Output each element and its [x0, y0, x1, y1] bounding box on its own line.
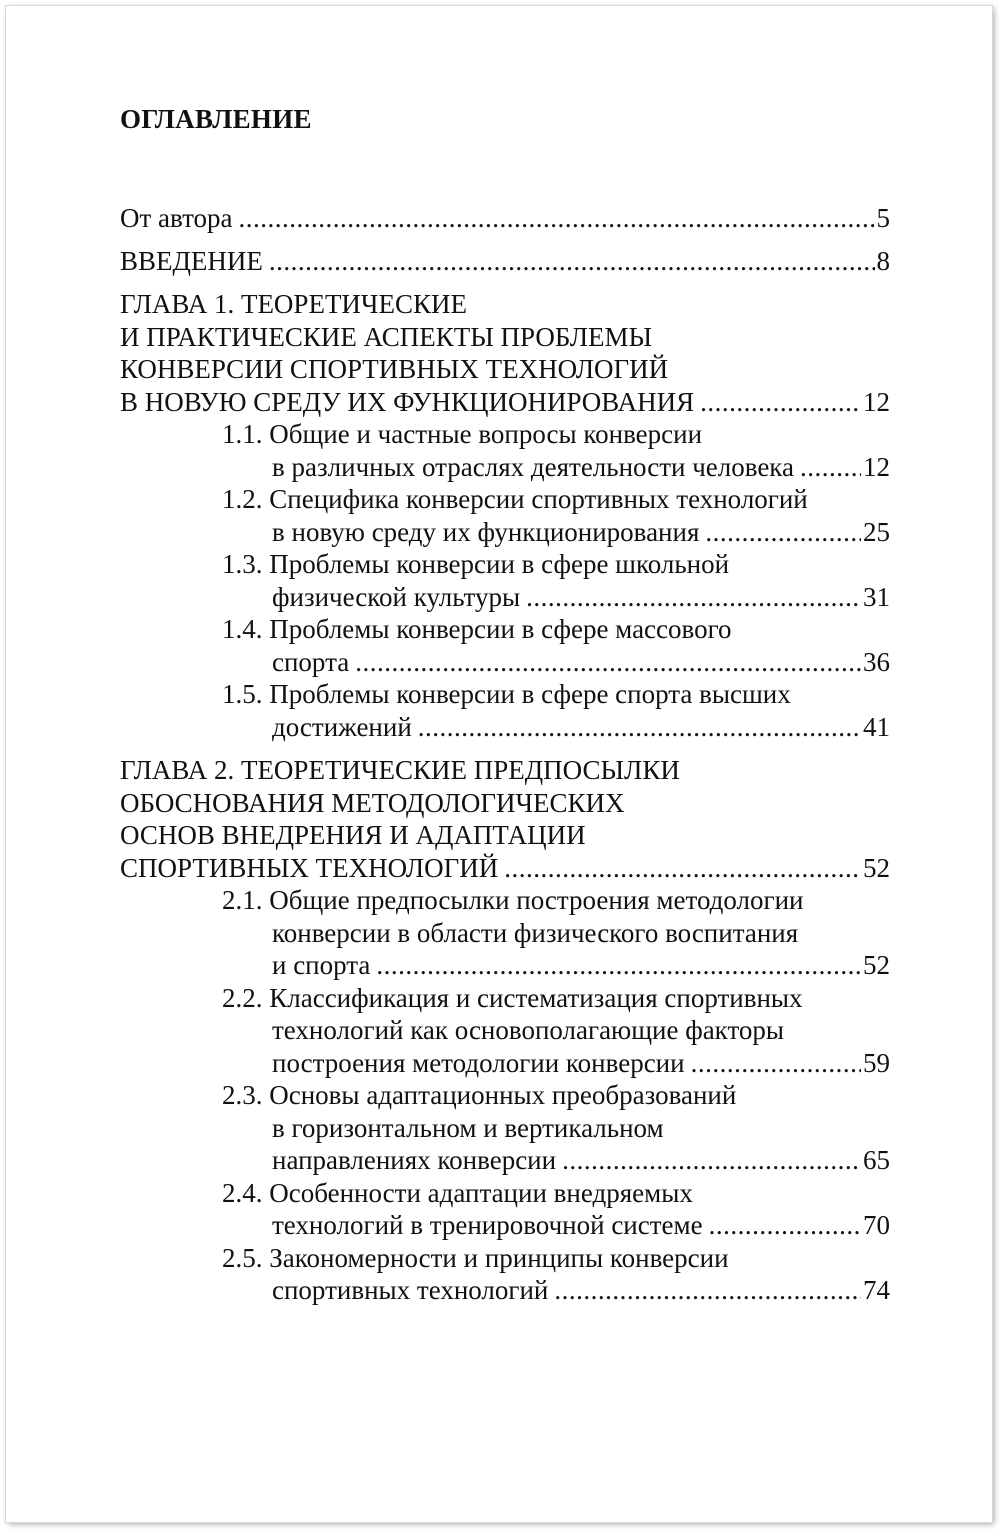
toc-entry	[120, 483, 890, 548]
dot-leader	[239, 202, 875, 235]
toc-entry	[120, 288, 890, 418]
toc-entry-text: СПОРТИВНЫХ ТЕХНОЛОГИЙ	[120, 852, 499, 883]
toc-entry-text: 1.3. Проблемы конверсии в сфере школьной	[222, 549, 730, 579]
toc-entry	[120, 678, 890, 743]
toc-entry-text: физической культуры	[272, 581, 521, 612]
toc-entry-line	[222, 1242, 890, 1275]
dot-leader	[504, 852, 861, 885]
toc-entry-line	[222, 581, 890, 614]
toc-entry-line	[120, 754, 890, 787]
toc-page-number: 70	[863, 1210, 890, 1240]
toc-page-number: 59	[863, 1047, 890, 1078]
dot-leader	[705, 516, 861, 549]
toc-entry	[120, 202, 890, 235]
toc-entry-text: 2.2. Классификация и систематизация спортивных	[222, 982, 803, 1013]
dot-leader	[355, 646, 861, 679]
toc-page-number: 12	[863, 386, 890, 417]
toc-entry-line	[120, 202, 890, 235]
toc-entry-line	[222, 1079, 890, 1112]
toc-entry-text: 2.1. Общие предпосылки построения методологии	[222, 885, 804, 915]
toc-entry	[120, 548, 890, 613]
toc-page-number: 25	[863, 516, 890, 547]
toc-entry-text: построения методологии конверсии	[272, 1047, 685, 1078]
toc-entry-line	[222, 917, 890, 950]
dot-leader	[526, 581, 861, 614]
toc-entry-line	[222, 1177, 890, 1210]
toc-entry-text: ОСНОВ ВНЕДРЕНИЯ И АДАПТАЦИИ	[120, 820, 586, 850]
toc-entry-line	[222, 949, 890, 982]
toc-entry-text: направлениях конверсии	[272, 1145, 557, 1175]
toc-entry-line	[222, 1144, 890, 1177]
toc-entry-line	[120, 819, 890, 852]
toc-entry-text: 1.2. Специфика конверсии спортивных технологий	[222, 484, 808, 514]
toc-entry-line	[222, 646, 890, 679]
toc-page-number: 12	[863, 451, 890, 482]
dot-leader	[700, 386, 861, 419]
toc-entry-line	[222, 1274, 890, 1307]
toc-page-number: 65	[863, 1145, 890, 1175]
toc-entry-text: 1.4. Проблемы конверсии в сфере массового	[222, 614, 732, 644]
toc-entry-line	[222, 884, 890, 917]
toc-entry-text: И ПРАКТИЧЕСКИЕ АСПЕКТЫ ПРОБЛЕМЫ	[120, 321, 653, 352]
toc-entry-line	[222, 613, 890, 646]
toc-entry	[120, 884, 890, 982]
toc-entry-line	[120, 245, 890, 278]
toc-entry-text: спорта	[272, 646, 350, 677]
toc-entry-text: 2.3. Основы адаптационных преобразований	[222, 1080, 737, 1110]
toc-entry-text: спортивных технологий	[272, 1275, 549, 1305]
toc-entry-text: 1.5. Проблемы конверсии в сфере спорта высших	[222, 679, 791, 709]
toc-entry-text: 1.1. Общие и частные вопросы конверсии	[222, 419, 703, 449]
toc-entry	[120, 754, 890, 884]
toc-entry	[120, 1079, 890, 1177]
toc-entry	[120, 245, 890, 278]
toc-entry	[120, 1242, 890, 1307]
toc-entry	[120, 418, 890, 483]
toc-entry-line	[120, 787, 890, 820]
toc-entry-line	[222, 982, 890, 1015]
toc-entry-text: ОБОСНОВАНИЯ МЕТОДОЛОГИЧЕСКИХ	[120, 787, 625, 818]
toc-entry	[120, 613, 890, 678]
toc-entry	[120, 982, 890, 1080]
dot-leader	[691, 1047, 861, 1080]
toc-entry-line	[120, 353, 890, 386]
toc-entry-line	[120, 288, 890, 321]
dot-leader	[800, 451, 861, 484]
toc-entry-text: достижений	[272, 711, 412, 742]
toc-entry-text: 2.5. Закономерности и принципы конверсии	[222, 1242, 729, 1273]
toc-entry-line	[222, 1014, 890, 1047]
toc-page-number: 74	[863, 1275, 890, 1305]
dot-leader	[554, 1274, 861, 1307]
toc-entry-text: в горизонтальном и вертикальном	[272, 1112, 664, 1143]
toc-entry-line	[120, 386, 890, 419]
toc-heading: ОГЛАВЛЕНИЕ	[120, 104, 312, 134]
toc-entry-line	[222, 418, 890, 451]
toc-entry-line	[222, 516, 890, 549]
dot-leader	[562, 1144, 861, 1177]
toc-page-number: 52	[863, 950, 890, 980]
dot-leader	[376, 949, 861, 982]
toc-entry-text: технологий как основополагающие факторы	[272, 1015, 785, 1045]
toc-entry-text: В НОВУЮ СРЕДУ ИХ ФУНКЦИОНИРОВАНИЯ	[120, 386, 695, 417]
toc-entry-line	[222, 711, 890, 744]
toc-entry-line	[222, 483, 890, 516]
toc-page-number: 41	[863, 711, 890, 742]
toc-entry	[120, 1177, 890, 1242]
toc-page-number: 31	[863, 581, 890, 612]
toc-entry-line	[222, 451, 890, 484]
toc-entry-line	[120, 321, 890, 354]
dot-leader	[418, 711, 861, 744]
toc-entry-text: конверсии в области физического воспитания	[272, 917, 799, 948]
toc-page-number: 8	[876, 245, 890, 276]
toc-page-number: 36	[863, 646, 890, 677]
toc-entry-line	[222, 678, 890, 711]
toc-entry-line	[222, 1209, 890, 1242]
toc-entry-text: ГЛАВА 1. ТЕОРЕТИЧЕСКИЕ	[120, 289, 467, 319]
toc-entry-text: в различных отраслях деятельности человека	[272, 451, 794, 482]
toc-entry-line	[222, 1047, 890, 1080]
toc-entry-text: в новую среду их функционирования	[272, 516, 700, 547]
toc-entry-line	[222, 1112, 890, 1145]
toc-entry-text: и спорта	[272, 950, 371, 980]
toc-entry-text: От автора	[120, 203, 233, 233]
toc-entry-text: ГЛАВА 2. ТЕОРЕТИЧЕСКИЕ ПРЕДПОСЫЛКИ	[120, 755, 680, 785]
toc-entry-line	[222, 548, 890, 581]
toc-entry-text: ВВЕДЕНИЕ	[120, 245, 263, 276]
toc-entry-text: КОНВЕРСИИ СПОРТИВНЫХ ТЕХНОЛОГИЙ	[120, 354, 669, 384]
toc-entry-text: технологий в тренировочной системе	[272, 1210, 703, 1240]
toc-page-number: 52	[863, 852, 890, 883]
dot-leader	[269, 245, 875, 278]
document-page	[6, 6, 992, 1522]
table-of-contents	[120, 202, 890, 1307]
toc-entry-line	[120, 852, 890, 885]
toc-page-number: 5	[876, 203, 890, 233]
toc-entry-text: 2.4. Особенности адаптации внедряемых	[222, 1177, 693, 1208]
dot-leader	[709, 1209, 861, 1242]
